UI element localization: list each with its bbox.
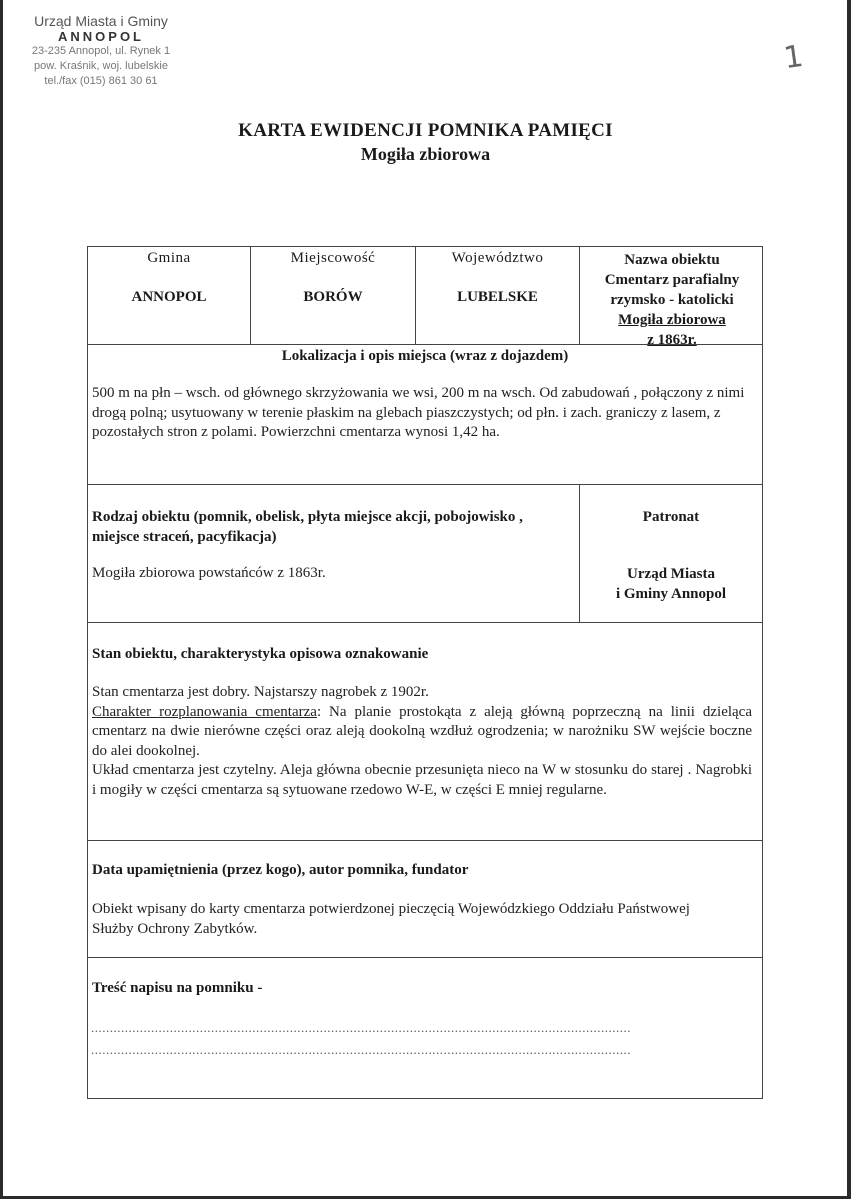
scan-edge-right xyxy=(847,0,851,1199)
data-upamietnienia-heading: Data upamiętnienia (przez kogo), autor pomnika, fundator xyxy=(92,862,469,878)
tresc-blank-line-1: ................................................................................................................................................ xyxy=(91,1020,631,1035)
nazwa-obiektu-line1: Cmentarz parafialny xyxy=(604,272,740,288)
tresc-heading: Treść napisu na pomniku - xyxy=(92,980,263,996)
stan-paragraph-2 xyxy=(92,703,752,762)
lokalizacja-text: 500 m na płn – wsch. od głównego skrzyżowania we wsi, 200 m na wsch. Od zabudowań , połączony z nimi drogą polną; usytuowany w terenie płaskim na glebach piaszczystych; od płn. i zach. graniczy z lasem, z pozostałych stron z polami. Powierzchni cmentarza wynosi 1,42 ha. xyxy=(92,385,745,440)
wojewodztwo-label: Województwo xyxy=(451,250,544,266)
nazwa-obiektu-cell xyxy=(582,250,762,350)
nazwa-obiektu-line2: rzymsko - katolicki xyxy=(610,292,734,308)
stan-paragraph-1: Stan cmentarza jest dobry. Najstarszy nagrobek z 1902r. xyxy=(92,684,429,700)
nazwa-obiektu-line3: Mogiła zbiorowa xyxy=(618,312,726,328)
record-table xyxy=(87,246,763,1099)
scan-edge-left xyxy=(0,0,3,1199)
miejscowosc-label: Miejscowość xyxy=(290,250,376,266)
rodzaj-text: Mogiła zbiorowa powstańców z 1863r. xyxy=(92,565,326,581)
stan-paragraph-2-text: : Na planie prostokąta z aleją główną poprzeczną na linii dzieląca cmentarz na dwie nierówne części oraz aleją dookolną wzdłuż ogrodzenia; w narożniku SW wejście boczne do alei dookolnej. xyxy=(92,703,752,759)
stan-paragraph-2-label: Charakter rozplanowania cmentarza xyxy=(92,703,317,720)
tresc-blank-line-2: ................................................................................................................................................ xyxy=(91,1042,631,1057)
nazwa-obiektu-line4: z 1863r. xyxy=(647,332,697,348)
office-stamp xyxy=(6,14,196,89)
row-divider-5 xyxy=(87,957,763,958)
col-divider-3 xyxy=(579,246,580,344)
page-number: 1 xyxy=(781,38,806,77)
row-divider-4 xyxy=(87,840,763,841)
nazwa-obiektu-label: Nazwa obiektu xyxy=(624,252,720,268)
gmina-label: Gmina xyxy=(147,250,191,266)
stamp-line-1: Urząd Miasta i Gminy xyxy=(34,13,168,29)
document-subtitle: Mogiła zbiorowa xyxy=(360,144,491,164)
miejscowosc-value: BORÓW xyxy=(303,289,363,305)
stan-paragraph-3: Układ cmentarza jest czytelny. Aleja główna obecnie przesunięta nieco na W w stosunku do starej . Nagrobki i mogiły w części cmentarza są sytuowane rzedowo W-E, w części E mniej regularne. xyxy=(92,762,752,798)
wojewodztwo-value: LUBELSKE xyxy=(457,289,538,305)
patronat-heading: Patronat xyxy=(642,509,700,525)
gmina-value: ANNOPOL xyxy=(131,289,207,305)
stamp-line-2: ANNOPOL xyxy=(58,29,144,44)
row-divider-2 xyxy=(87,484,763,485)
stamp-line-5: tel./fax (015) 861 30 61 xyxy=(44,75,158,87)
lokalizacja-heading: Lokalizacja i opis miejsca (wraz z dojazdem) xyxy=(281,348,569,364)
stan-text xyxy=(92,683,752,800)
document-title: KARTA EWIDENCJI POMNIKA PAMIĘCI xyxy=(238,120,613,141)
patronat-value xyxy=(580,564,762,604)
data-upamietnienia-text: Obiekt wpisany do karty cmentarza potwierdzonej pieczęcią Wojewódzkiego Oddziału Państwowej Służby Ochrony Zabytków. xyxy=(92,901,690,937)
patronat-line1: Urząd Miasta xyxy=(627,566,715,582)
patronat-line2: i Gminy Annopol xyxy=(615,586,727,602)
stamp-line-3: 23-235 Annopol, ul. Rynek 1 xyxy=(31,45,171,57)
row-divider-3 xyxy=(87,622,763,623)
stan-heading: Stan obiektu, charakterystyka opisowa oznakowanie xyxy=(92,646,429,662)
rodzaj-heading: Rodzaj obiektu (pomnik, obelisk, płyta miejsce akcji, pobojowisko , miejsce straceń, pacyfikacja) xyxy=(92,509,523,545)
stamp-line-4: pow. Kraśnik, woj. lubelskie xyxy=(34,60,168,72)
